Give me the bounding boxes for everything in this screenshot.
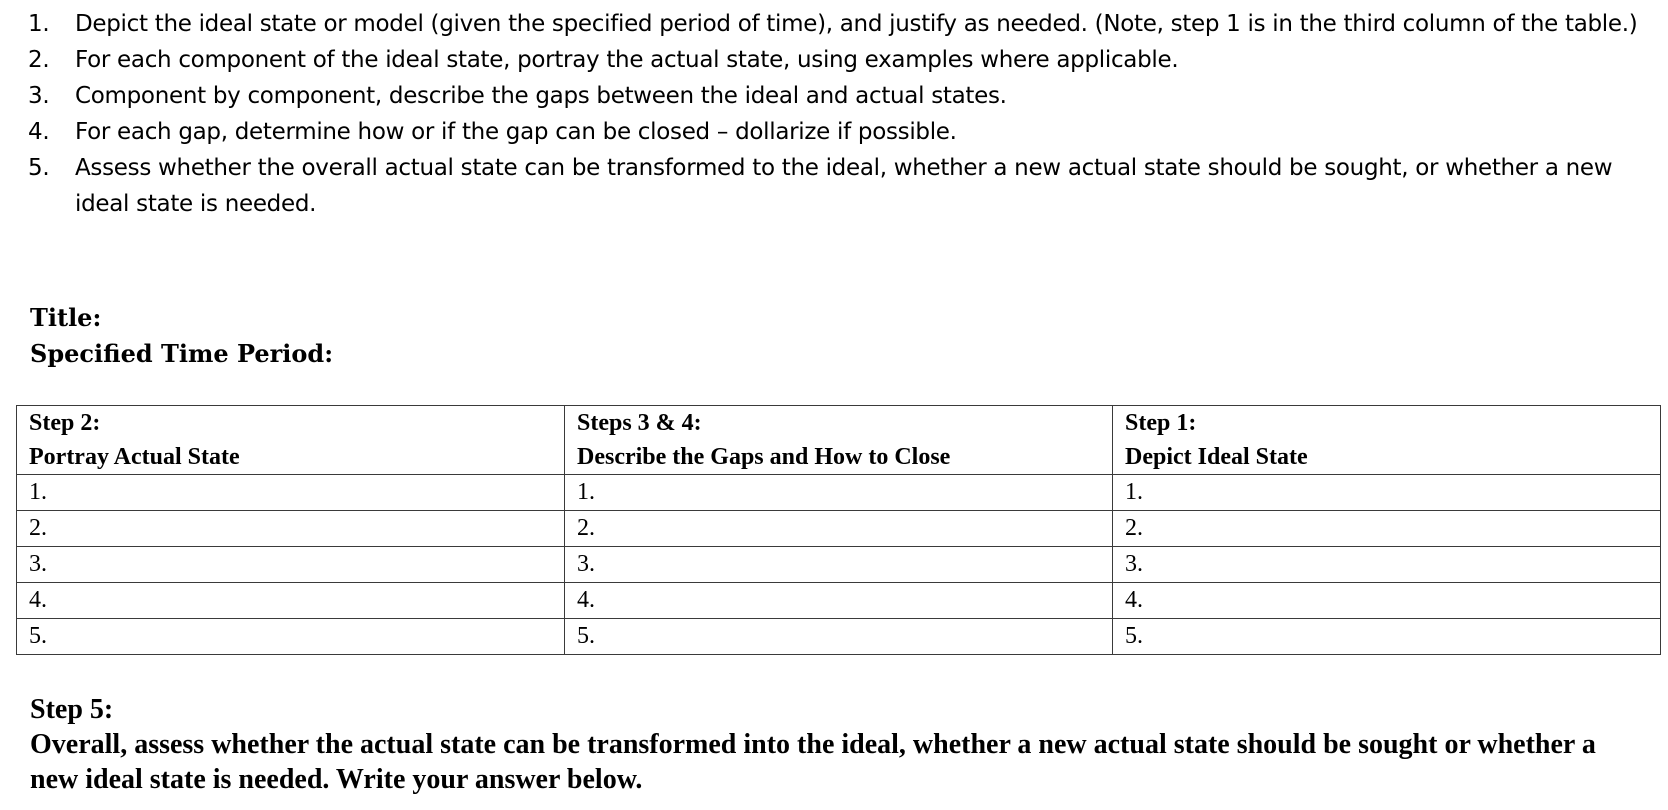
table-cell-ideal[interactable]: 3. bbox=[1113, 547, 1661, 583]
header-step-label: Step 1: bbox=[1125, 410, 1197, 436]
worksheet-meta bbox=[30, 300, 333, 372]
instruction-number: 5. bbox=[28, 155, 50, 181]
title-label: Title: bbox=[30, 303, 102, 332]
header-actual-state bbox=[17, 406, 565, 475]
table-cell-actual[interactable]: 3. bbox=[17, 547, 565, 583]
instruction-text: Assess whether the overall actual state can be transformed to the ideal, whether a new actual state should be sought, or whether a new ideal state is needed. bbox=[75, 155, 1613, 217]
table-row bbox=[17, 547, 1661, 583]
step5-text: Overall, assess whether the actual state can be transformed into the ideal, whether a new actual state should be sought or whether a new ideal state is needed. Write your answer below. bbox=[30, 729, 1596, 795]
table-cell-ideal[interactable]: 5. bbox=[1113, 619, 1661, 655]
header-step-label: Step 2: bbox=[29, 410, 101, 436]
table-cell-gap[interactable]: 2. bbox=[565, 511, 1113, 547]
table-cell-ideal[interactable]: 2. bbox=[1113, 511, 1661, 547]
table-cell-actual[interactable]: 5. bbox=[17, 619, 565, 655]
instruction-text: For each gap, determine how or if the gap can be closed – dollarize if possible. bbox=[75, 119, 957, 145]
instruction-item bbox=[28, 42, 1648, 78]
table-row bbox=[17, 475, 1661, 511]
table-cell-gap[interactable]: 3. bbox=[565, 547, 1113, 583]
table-cell-ideal[interactable]: 1. bbox=[1113, 475, 1661, 511]
table-cell-gap[interactable]: 4. bbox=[565, 583, 1113, 619]
instruction-number: 1. bbox=[28, 11, 50, 37]
instruction-number: 3. bbox=[28, 83, 50, 109]
table-cell-actual[interactable]: 2. bbox=[17, 511, 565, 547]
instruction-text: For each component of the ideal state, portray the actual state, using examples where applicable. bbox=[75, 47, 1179, 73]
table-cell-actual[interactable]: 1. bbox=[17, 475, 565, 511]
instruction-item bbox=[28, 6, 1648, 42]
instruction-number: 2. bbox=[28, 47, 50, 73]
gap-analysis-table bbox=[16, 405, 1661, 655]
instructions-list bbox=[28, 6, 1648, 222]
time-period-label: Specified Time Period: bbox=[30, 339, 334, 368]
header-title: Describe the Gaps and How to Close bbox=[577, 444, 951, 470]
table-cell-actual[interactable]: 4. bbox=[17, 583, 565, 619]
instruction-text: Depict the ideal state or model (given the specified period of time), and justify as needed. (Note, step 1 is in the third column of the table.) bbox=[75, 11, 1638, 37]
table-cell-gap[interactable]: 5. bbox=[565, 619, 1113, 655]
instruction-item bbox=[28, 78, 1648, 114]
table-cell-gap[interactable]: 1. bbox=[565, 475, 1113, 511]
table-row bbox=[17, 619, 1661, 655]
table-row bbox=[17, 583, 1661, 619]
header-gaps bbox=[565, 406, 1113, 475]
step5-section bbox=[30, 692, 1650, 797]
header-title: Portray Actual State bbox=[29, 444, 240, 470]
instruction-item bbox=[28, 150, 1648, 222]
table-cell-ideal[interactable]: 4. bbox=[1113, 583, 1661, 619]
table-header-row bbox=[17, 406, 1661, 475]
header-step-label: Steps 3 & 4: bbox=[577, 410, 702, 436]
instruction-item bbox=[28, 114, 1648, 150]
step5-label: Step 5: bbox=[30, 694, 114, 725]
header-ideal-state bbox=[1113, 406, 1661, 475]
instruction-number: 4. bbox=[28, 119, 50, 145]
table-row bbox=[17, 511, 1661, 547]
header-title: Depict Ideal State bbox=[1125, 444, 1308, 470]
instruction-text: Component by component, describe the gaps between the ideal and actual states. bbox=[75, 83, 1007, 109]
